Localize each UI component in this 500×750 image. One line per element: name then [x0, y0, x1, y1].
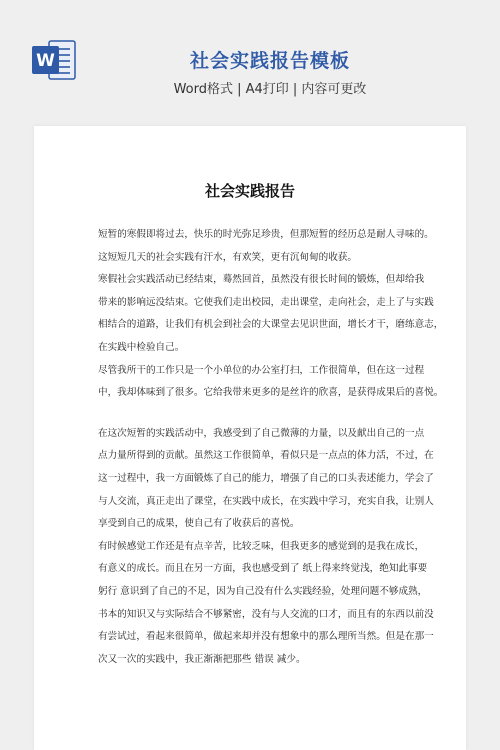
document-line: 在实践中检验自己。: [98, 341, 185, 353]
document-line: 有意义的成长。而且在另一方面，我也感受到了 纸上得来终觉浅，绝知此事要: [98, 563, 428, 575]
document-line: 享受到自己的成果，使自己有了收获后的喜悦。: [98, 518, 300, 530]
document-line: 在这次短暂的实践活动中，我感受到了自己微薄的力量，以及献出自己的一点: [98, 427, 425, 439]
document-line: 有尝试过，看起来很简单，做起来却并没有想象中的那么理所当然。但是在那一: [98, 631, 434, 643]
document-line: 短暂的寒假即将过去，快乐的时光弥足珍贵，但那短暂的经历总是耐人寻味的。: [98, 229, 434, 240]
page-title: 社会实践报告模板: [189, 50, 350, 72]
paragraph-gap: [98, 405, 404, 423]
document-title: 社会实践报告: [204, 182, 295, 200]
document-body: [98, 224, 444, 671]
document-line: 这一过程中，我一方面锻炼了自己的能力，增强了自己的口头表述能力，学会了: [98, 472, 434, 484]
document-line: 点力量所得到的贡献。虽然这工作很简单，看似只是一点点的体力活，不过，在: [98, 450, 434, 462]
document-line: 中，我却体味到了很多。它给我带来更多的是丝许的欣喜，是获得成果后的喜悦。: [98, 387, 444, 399]
document-line: 尽管我所干的工作只是一个小单位的办公室打扫，工作很简单，但在这一过程: [98, 364, 425, 376]
document-line: 躬行 意识到了自己的不足，因为自己没有什么实践经验，处理问题不够成熟，: [98, 585, 428, 597]
document-line: 带来的影响远没结束。它使我们走出校园，走出课堂，走向社会，走上了与实践: [98, 296, 434, 308]
document-page: [34, 126, 466, 750]
word-icon-letter: W: [36, 51, 55, 71]
page-subtitle: Word格式 | A4打印 | 内容可更改: [173, 82, 367, 97]
document-line: 这短短几天的社会实践有汗水，有欢笑，更有沉甸甸的收获。: [98, 251, 358, 263]
document-line: 相结合的道路，让我们有机会到社会的大课堂去见识世面，增长才干，磨练意志，: [98, 319, 444, 331]
page-header: [0, 0, 500, 118]
document-line: 有时候感觉工作还是有点辛苦，比较乏味，但我更多的感觉到的是我在成长，: [98, 540, 425, 552]
document-line: 与人交流，真正走出了课堂，在实践中成长，在实践中学习，充实自我，让别人: [98, 495, 434, 507]
document-line: 寒假社会实践活动已经结束，蓦然回首，虽然没有很长时间的锻炼，但却给我: [98, 274, 425, 286]
document-line: 次又一次的实践中，我正渐渐把那些 错误 减少。: [98, 653, 306, 665]
document-line: 书本的知识又与实际结合不够紧密，没有与人交流的口才，而且有的东西以前没: [98, 608, 434, 620]
